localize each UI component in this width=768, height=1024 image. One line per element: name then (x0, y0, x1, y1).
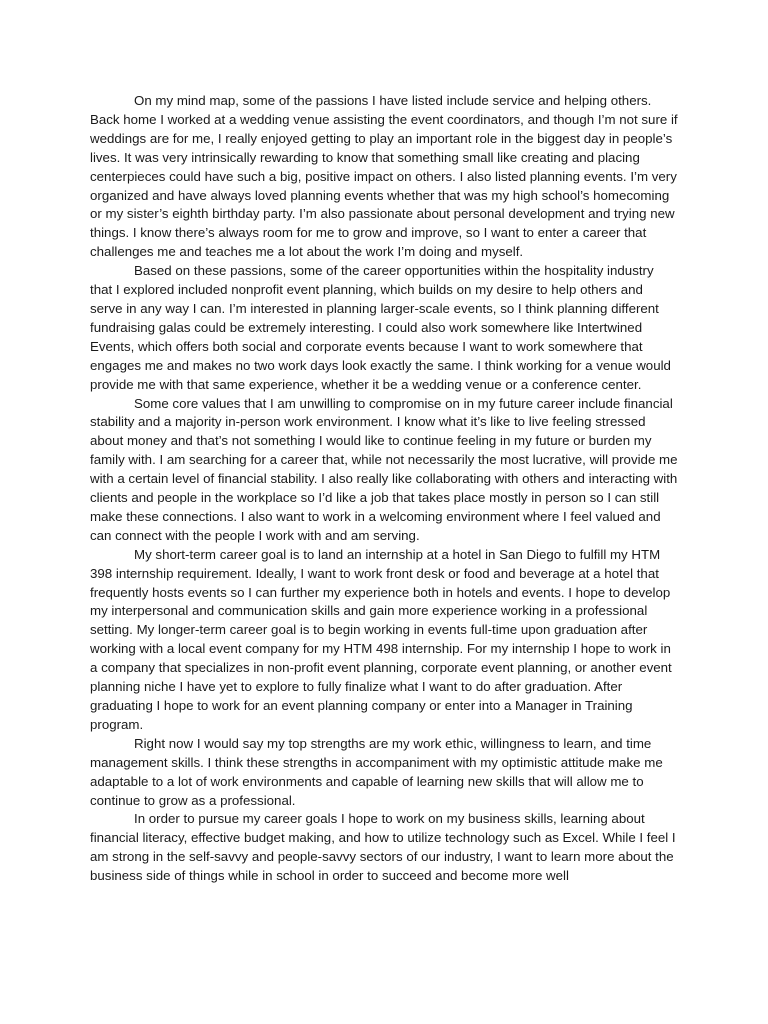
paragraph-career-goals: My short-term career goal is to land an internship at a hotel in San Diego to fulfill my HTM 398 internship requirement. Ideally, I want to work front desk or food and beverage at a hotel that frequently hosts events so I can further my experience both in hotels and events. I hope to develop my interpersonal and communication skills and gain more experience working in a professional setting. My longer-term career goal is to begin working in events full-time upon graduation after working with a local event company for my HTM 498 internship. For my internship I hope to work in a company that specializes in non-profit event planning, corporate event planning, or another event planning niche I have yet to explore to fully finalize what I want to do after graduation. After graduating I hope to work for an event planning company or enter into a Manager in Training program. (90, 546, 672, 732)
paragraph-strengths: Right now I would say my top strengths are my work ethic, willingness to learn, and time management skills. I think these strengths in accompaniment with my optimistic attitude make me adaptable to a lot of work environments and capable of learning new skills that will allow me to continue to grow as a professional. (90, 735, 663, 808)
paragraph-passions: On my mind map, some of the passions I have listed include service and helping others. Back home I worked at a wedding venue assisting the event coordinators, and though I’m not sure if weddings are for me, I really enjoyed getting to play an important role in the biggest day in people’s lives. It was very intrinsically rewarding to know that something small like creating and placing centerpieces could have such a big, positive impact on others. I also listed planning events. I’m very organized and have always loved planning events whether that was my high school’s homecoming or my sister’s eighth birthday party. I’m also passionate about personal development and trying new things. I know there’s always room for me to grow and improve, so I want to enter a career that challenges me and teaches me a lot about the work I’m doing and myself. (90, 93, 678, 260)
paragraph-career-opportunities: Based on these passions, some of the career opportunities within the hospitality industry that I explored included nonprofit event planning, which builds on my desire to help others and serve in any way I can. I’m interested in planning larger-scale events, so I think planning different fundraising galas could be extremely interesting. I could also work somewhere like Intertwined Events, which offers both social and corporate events because I want to work somewhere that engages me and makes no two work days look exactly the same. I think working for a venue would provide me with that same experience, whether it be a wedding venue or a conference center. (90, 263, 671, 392)
paragraph-core-values: Some core values that I am unwilling to compromise on in my future career include financial stability and a majority in-person work environment. I know what it’s like to live feeling stressed about money and that’s not something I would like to continue feeling in my future or burden my family with. I am searching for a career that, while not necessarily the most lucrative, will provide me with a certain level of financial stability. I also really like collaborating with others and interacting with clients and people in the workplace so I’d like a job that takes place mostly in person so I can still make these connections. I also want to work in a welcoming environment where I feel valued and can connect with the people I work with and am serving. (90, 395, 678, 543)
document-body (90, 92, 678, 886)
paragraph-skills-to-develop: In order to pursue my career goals I hope to work on my business skills, learning about financial literacy, effective budget making, and how to utilize technology such as Excel. While I feel I am strong in the self-savvy and people-savvy sectors of our industry, I want to learn more about the business side of things while in school in order to succeed and become more well (90, 811, 676, 884)
